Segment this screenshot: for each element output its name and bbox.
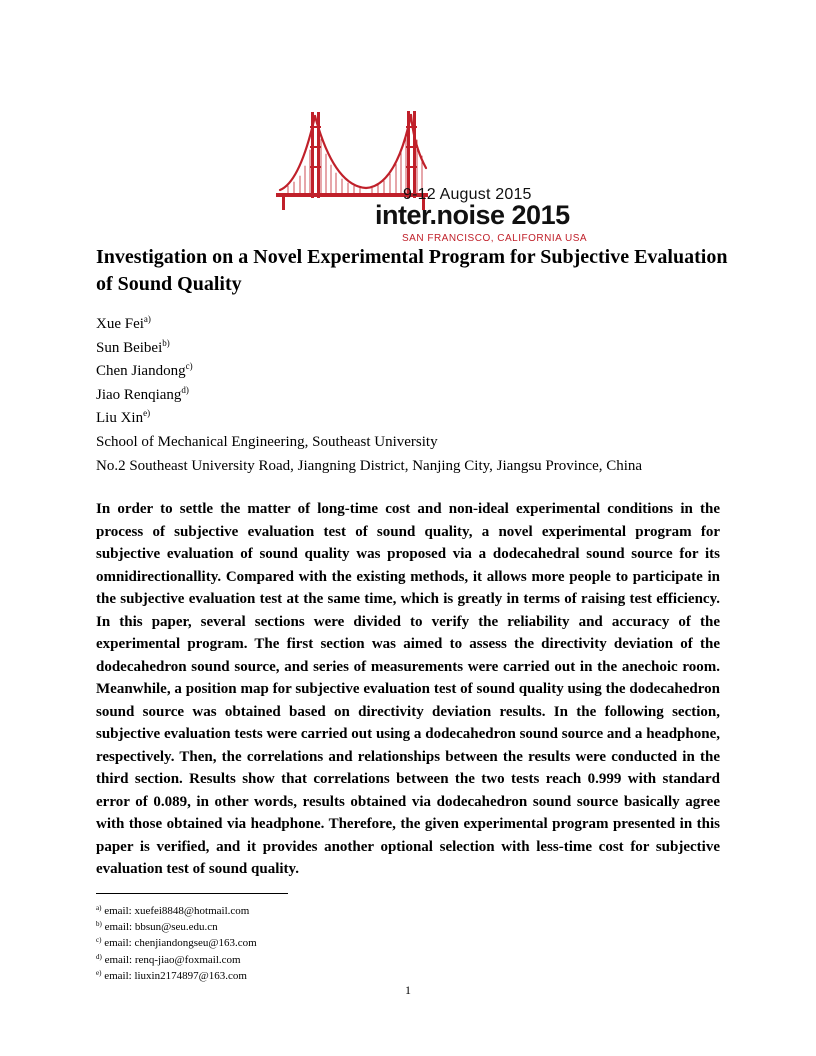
author-name: Sun Beibei <box>96 339 163 356</box>
footnote-email: email: bbsun@seu.edu.cn <box>101 921 218 934</box>
footnote-mark: b) <box>96 920 102 929</box>
author-line <box>96 407 642 431</box>
author-line <box>96 313 642 337</box>
author-mark: d) <box>181 384 189 395</box>
footnote-email: email: renq-jiao@foxmail.com <box>101 953 241 966</box>
footnote-email: email: chenjiandongseu@163.com <box>101 937 257 950</box>
conference-location: SAN FRANCISCO, CALIFORNIA USA <box>402 233 588 244</box>
author-line <box>96 360 642 384</box>
footnote <box>96 919 257 935</box>
author-block <box>96 313 642 478</box>
footnotes <box>96 903 257 984</box>
author-line <box>96 337 642 361</box>
footnote-divider <box>96 893 288 894</box>
footnote <box>96 903 257 919</box>
footnote-email: email: xuefei8848@hotmail.com <box>101 905 250 917</box>
footnote-mark: a) <box>96 904 102 912</box>
footnote <box>96 935 257 951</box>
author-line <box>96 384 642 408</box>
footnote-email: email: liuxin2174897@163.com <box>101 969 247 982</box>
address: No.2 Southeast University Road, Jiangning District, Nanjing City, Jiangsu Province, China <box>96 457 643 474</box>
footnote-mark: e) <box>96 968 102 977</box>
author-name: Xue Fei <box>96 316 144 332</box>
paper-title: Investigation on a Novel Experimental Program for Subjective Evaluation of Sound Quality <box>96 246 728 295</box>
affiliation: School of Mechanical Engineering, Southeast University <box>96 433 438 450</box>
footnote <box>96 968 257 984</box>
author-mark: c) <box>185 361 193 372</box>
footnote-mark: c) <box>96 936 102 945</box>
conference-logo <box>272 106 588 246</box>
conference-brand: inter.noise 2015 <box>375 200 570 230</box>
author-mark: b) <box>162 337 170 348</box>
author-name: Chen Jiandong <box>96 363 186 380</box>
footnote-mark: d) <box>96 952 102 961</box>
author-mark: a) <box>143 314 151 324</box>
conference-date: 9-12 August 2015 <box>403 186 532 203</box>
author-name: Liu Xin <box>96 410 144 427</box>
author-name: Jiao Renqiang <box>96 386 182 403</box>
abstract: In order to settle the matter of long-time cost and non-ideal experimental conditions in the process of subjective evaluation test of sound quality, a novel experimental program for subjective evaluation of sound quality was proposed via a dodecahedral sound source for its omnidirectionallity. Compared with the existing methods, it allows more people to participate in the subjective evaluation test at the same time, which is greatly in terms of raising test efficiency. In this paper, several sections were divided to verify the reliability and accuracy of the experimental program. The first section was aimed to assess the directivity deviation of the dodecahedron sound source, and series of measurements were carried out in the anechoic room. Meanwhile, a position map for subjective evaluation test of sound quality using the dodecahedron sound source was obtained based on directivity deviation results. In the following section, subjective evaluation tests were carried out using a dodecahedron sound source and a headphone, respectively. Then, the correlations and relationships between the results were conducted in the third section. Results show that correlations between the two tests reach 0.999 with standard error of 0.089, in other words, results obtained via dodecahedron sound source basically agree with those obtained via headphone. Therefore, the given experimental program presented in this paper is verified, and it provides another optional selection with less-time cost for subjective evaluation test of sound quality. <box>96 501 720 877</box>
author-mark: e) <box>143 408 151 419</box>
footnote <box>96 952 257 968</box>
page-number: 1 <box>405 983 411 997</box>
